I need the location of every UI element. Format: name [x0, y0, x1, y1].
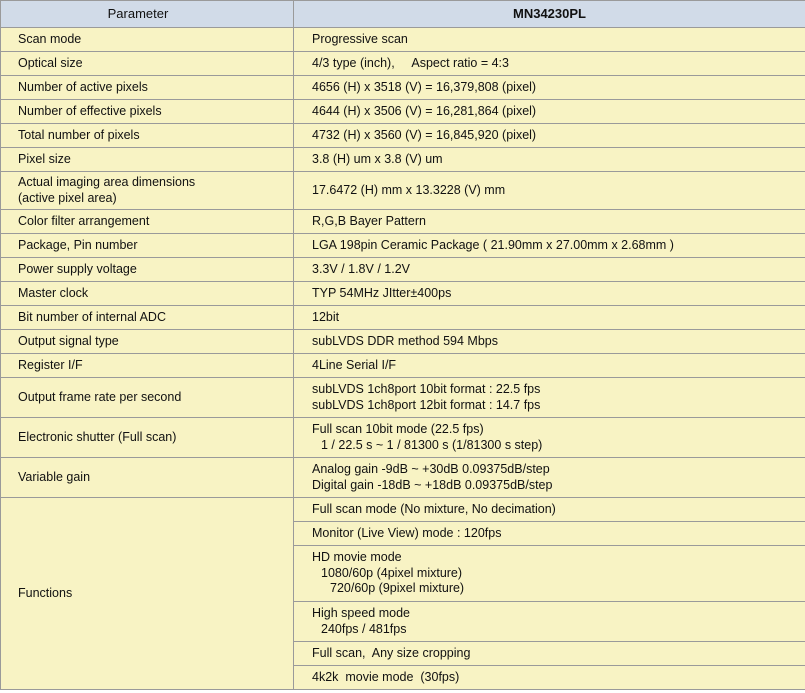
- value-cell: LGA 198pin Ceramic Package ( 21.90mm x 27.00mm x 2.68mm ): [294, 234, 805, 258]
- header-row: [1, 1, 805, 28]
- function-line: HD movie mode: [312, 550, 402, 565]
- param-line: (active pixel area): [18, 190, 117, 205]
- param-line: Actual imaging area dimensions: [18, 175, 196, 189]
- table-row: [1, 76, 805, 100]
- table-row: [1, 378, 805, 418]
- param-cell: Scan mode: [1, 28, 294, 52]
- table-row: [1, 418, 805, 458]
- value-line: 1 / 22.5 s ~ 1 / 81300 s (1/81300 s step): [321, 437, 543, 452]
- value-cell: 4656 (H) x 3518 (V) = 16,379,808 (pixel): [294, 76, 805, 100]
- function-item: [294, 602, 805, 642]
- param-cell: Number of active pixels: [1, 76, 294, 100]
- param-cell: Pixel size: [1, 148, 294, 172]
- table-row: [1, 28, 805, 52]
- value-cell: 17.6472 (H) mm x 13.3228 (V) mm: [294, 172, 805, 210]
- param-cell: Package, Pin number: [1, 234, 294, 258]
- param-cell: Bit number of internal ADC: [1, 306, 294, 330]
- value-cell: 4732 (H) x 3560 (V) = 16,845,920 (pixel): [294, 124, 805, 148]
- table-row: [1, 172, 805, 210]
- param-cell: Output signal type: [1, 330, 294, 354]
- value-cell: Progressive scan: [294, 28, 805, 52]
- table-row: [1, 124, 805, 148]
- param-cell: Number of effective pixels: [1, 100, 294, 124]
- value-cell: [294, 458, 805, 498]
- table-row: [1, 148, 805, 172]
- function-line: High speed mode: [312, 606, 410, 620]
- value-line: Digital gain -18dB ~ +18dB 0.09375dB/step: [312, 477, 553, 492]
- value-cell: subLVDS DDR method 594 Mbps: [294, 330, 805, 354]
- table-row: [1, 52, 805, 76]
- table-row: [1, 210, 805, 234]
- value-cell: 3.3V / 1.8V / 1.2V: [294, 258, 805, 282]
- function-line: 1080/60p (4pixel mixture): [321, 565, 463, 580]
- param-cell: Color filter arrangement: [1, 210, 294, 234]
- param-cell: Power supply voltage: [1, 258, 294, 282]
- value-line: Full scan 10bit mode (22.5 fps): [312, 422, 484, 436]
- table-row: [1, 282, 805, 306]
- table-row: [1, 100, 805, 124]
- table-row: [1, 306, 805, 330]
- table-row: [1, 354, 805, 378]
- value-cell: 4644 (H) x 3506 (V) = 16,281,864 (pixel): [294, 100, 805, 124]
- function-line: 720/60p (9pixel mixture): [330, 581, 465, 596]
- value-cell: R,G,B Bayer Pattern: [294, 210, 805, 234]
- function-item: [294, 546, 805, 602]
- param-cell-functions: Functions: [1, 498, 294, 690]
- value-line: Analog gain -9dB ~ +30dB 0.09375dB/step: [312, 462, 550, 476]
- param-cell: Output frame rate per second: [1, 378, 294, 418]
- function-line: 240fps / 481fps: [321, 621, 407, 636]
- function-item: Monitor (Live View) mode : 120fps: [294, 522, 805, 546]
- table-row: [1, 498, 805, 522]
- header-model: MN34230PL: [294, 1, 805, 28]
- table-row: [1, 330, 805, 354]
- table-row: [1, 458, 805, 498]
- value-cell: 4Line Serial I/F: [294, 354, 805, 378]
- value-cell: 12bit: [294, 306, 805, 330]
- value-cell: TYP 54MHz JItter±400ps: [294, 282, 805, 306]
- function-item: Full scan, Any size cropping: [294, 642, 805, 666]
- value-cell: 3.8 (H) um x 3.8 (V) um: [294, 148, 805, 172]
- header-parameter: Parameter: [1, 1, 294, 28]
- function-item: 4k2k movie mode (30fps): [294, 666, 805, 690]
- value-cell: [294, 378, 805, 418]
- value-cell: [294, 418, 805, 458]
- table-row: [1, 234, 805, 258]
- value-line: subLVDS 1ch8port 12bit format : 14.7 fps: [312, 397, 541, 412]
- param-cell: Master clock: [1, 282, 294, 306]
- param-cell: Optical size: [1, 52, 294, 76]
- param-cell: [1, 172, 294, 210]
- param-cell: Total number of pixels: [1, 124, 294, 148]
- value-cell: 4/3 type (inch), Aspect ratio = 4:3: [294, 52, 805, 76]
- table-row: [1, 258, 805, 282]
- function-item: Full scan mode (No mixture, No decimation): [294, 498, 805, 522]
- param-cell: Electronic shutter (Full scan): [1, 418, 294, 458]
- value-line: subLVDS 1ch8port 10bit format : 22.5 fps: [312, 382, 541, 396]
- param-cell: Register I/F: [1, 354, 294, 378]
- param-cell: Variable gain: [1, 458, 294, 498]
